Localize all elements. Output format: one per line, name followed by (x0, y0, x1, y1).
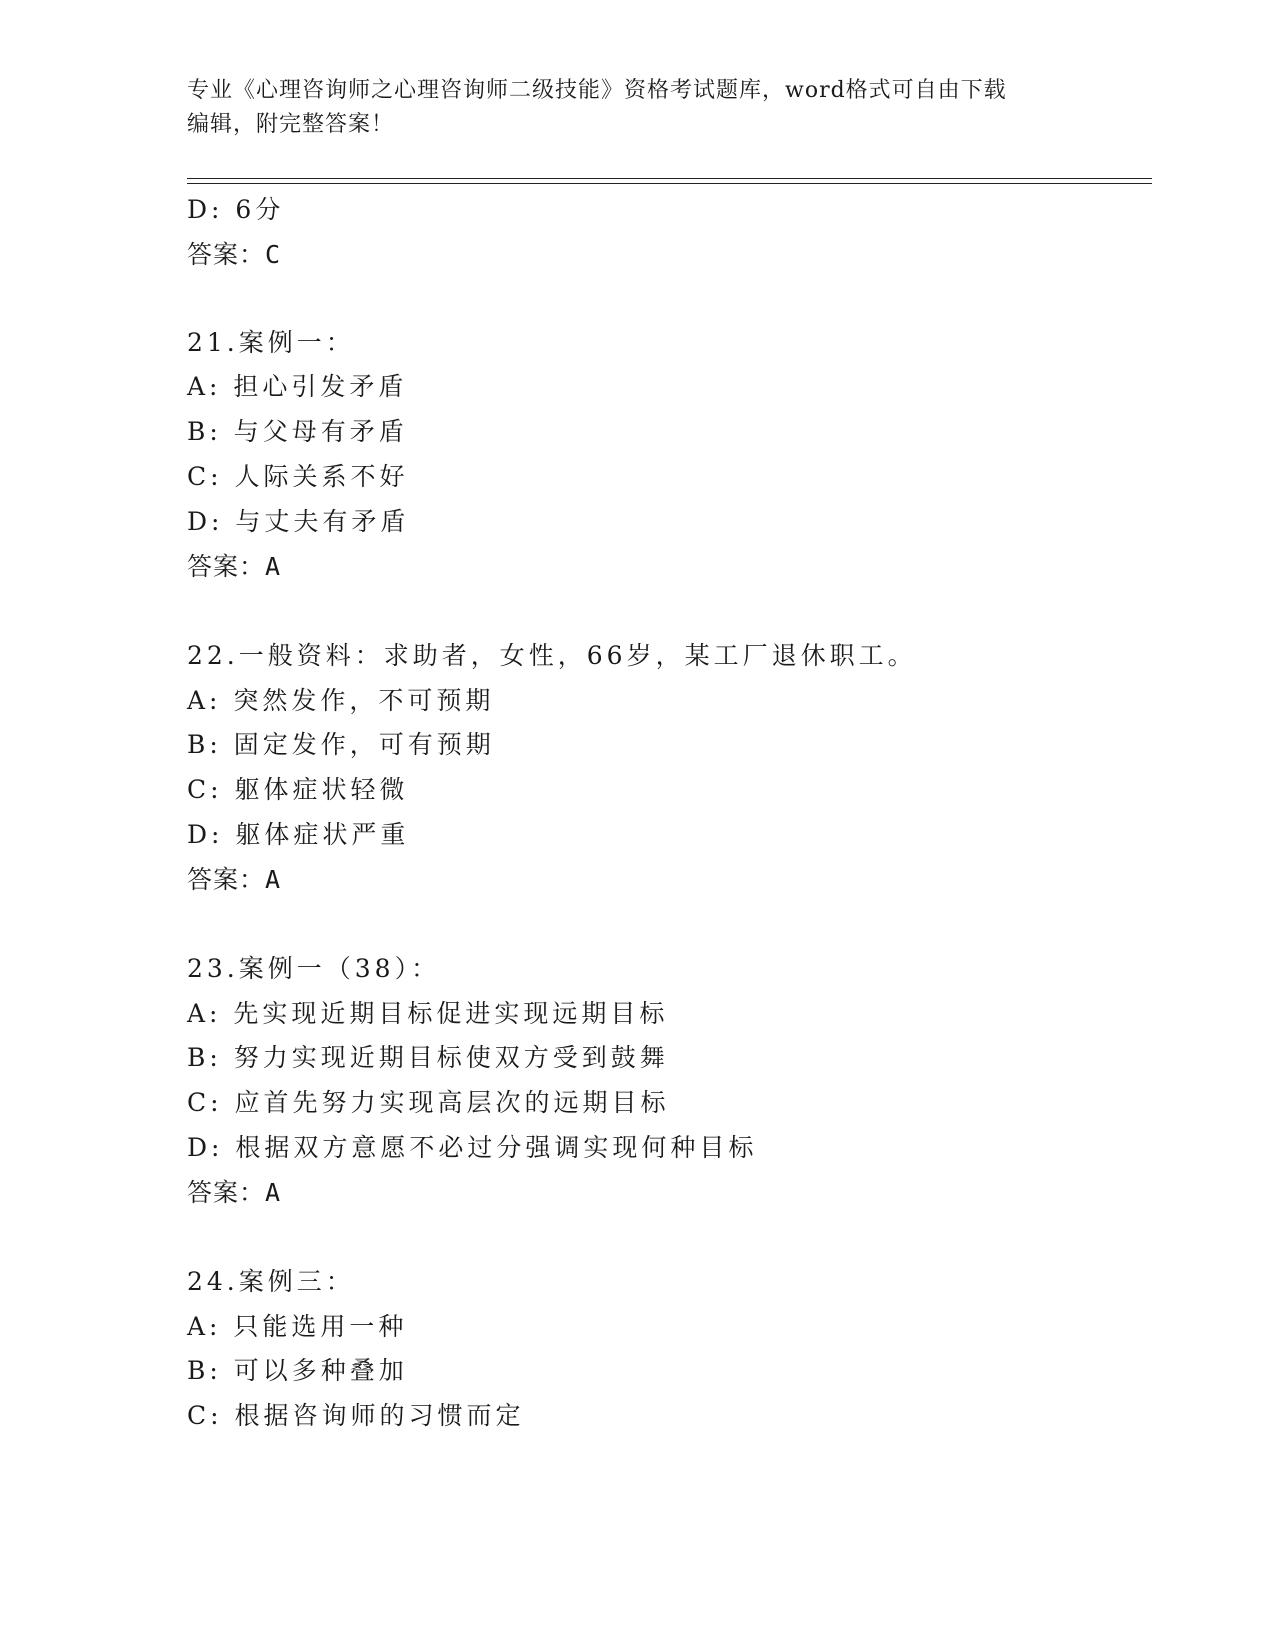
answer-label: 答案： (187, 1178, 266, 1207)
header-title-line-1: 专业《心理咨询师之心理咨询师二级技能》资格考试题库，word格式可自由下载 (187, 78, 1007, 103)
answer-label: 答案： (187, 552, 266, 581)
answer-line (187, 862, 281, 898)
option-d: D: 躯体症状严重 (187, 820, 410, 849)
answer-value: A (265, 865, 282, 894)
question-stem: 23.案例一（38）： (187, 954, 441, 983)
document-header (187, 74, 1087, 142)
question-stem: 22.一般资料：求助者，女性，66岁，某工厂退休职工。 (187, 641, 917, 670)
option-c: C: 应首先努力实现高层次的远期目标 (187, 1088, 670, 1117)
option-d: D: 6分 (187, 195, 285, 224)
option-a: A: 突然发作，不可预期 (187, 686, 495, 715)
header-divider-top (187, 178, 1152, 179)
option-c: C: 人际关系不好 (187, 462, 409, 491)
question-stem: 24.案例三： (187, 1267, 355, 1296)
option-b: B: 固定发作，可有预期 (187, 730, 495, 759)
option-b: B: 努力实现近期目标使双方受到鼓舞 (187, 1043, 669, 1072)
option-a: A: 担心引发矛盾 (187, 372, 408, 401)
option-a: A: 先实现近期目标促进实现远期目标 (187, 999, 669, 1028)
answer-line (187, 549, 281, 585)
option-d: D: 与丈夫有矛盾 (187, 507, 410, 536)
header-divider-bottom (187, 183, 1152, 184)
answer-line (187, 1175, 281, 1211)
answer-value: A (265, 552, 282, 581)
answer-line (187, 237, 281, 273)
option-c: C: 躯体症状轻微 (187, 775, 409, 804)
option-d: D: 根据双方意愿不必过分强调实现何种目标 (187, 1133, 758, 1162)
question-stem: 21.案例一： (187, 328, 355, 357)
answer-value: A (265, 1178, 282, 1207)
header-title-line-2: 编辑，附完整答案！ (187, 112, 395, 137)
option-c: C: 根据咨询师的习惯而定 (187, 1401, 525, 1430)
option-b: B: 可以多种叠加 (187, 1356, 408, 1385)
option-a: A: 只能选用一种 (187, 1312, 408, 1341)
answer-label: 答案： (187, 240, 266, 269)
answer-value: C (265, 240, 282, 269)
option-b: B: 与父母有矛盾 (187, 417, 408, 446)
answer-label: 答案： (187, 865, 266, 894)
